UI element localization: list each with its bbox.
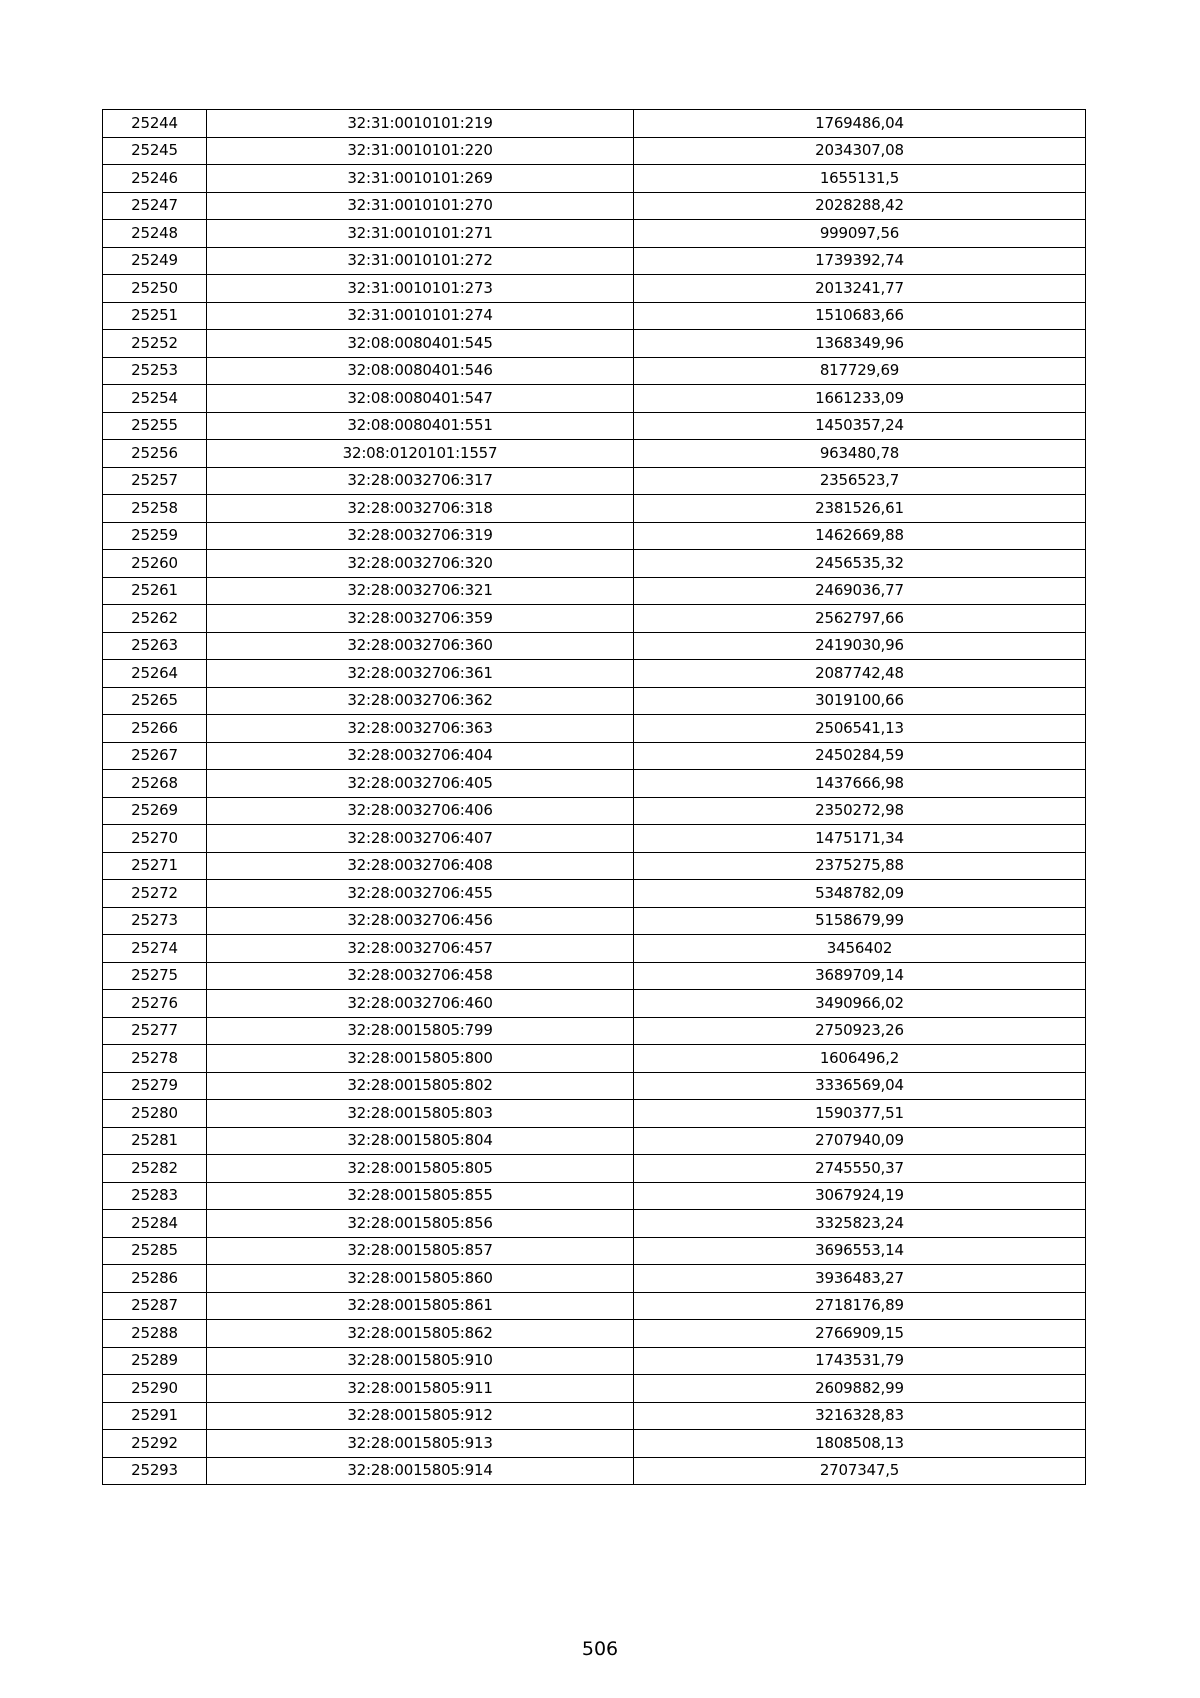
cadastral-value-cell: 963480,78 [634,440,1086,468]
row-number-cell: 25260 [103,550,207,578]
row-number-cell: 25291 [103,1402,207,1430]
cadastral-number-cell: 32:28:0032706:321 [207,577,634,605]
row-number-cell: 25253 [103,357,207,385]
cadastral-number-cell: 32:28:0015805:862 [207,1320,634,1348]
cadastral-number-cell: 32:08:0080401:545 [207,330,634,358]
table-row [103,1320,1086,1348]
row-number-cell: 25284 [103,1210,207,1238]
row-number-cell: 25249 [103,247,207,275]
row-number-cell: 25293 [103,1457,207,1485]
table-row [103,742,1086,770]
cadastral-number-cell: 32:08:0080401:546 [207,357,634,385]
cadastral-value-cell: 1743531,79 [634,1347,1086,1375]
cadastral-number-cell: 32:28:0032706:362 [207,687,634,715]
cadastral-number-cell: 32:28:0032706:455 [207,880,634,908]
cadastral-value-cell: 2087742,48 [634,660,1086,688]
row-number-cell: 25255 [103,412,207,440]
cadastral-number-cell: 32:28:0032706:361 [207,660,634,688]
table-row [103,165,1086,193]
row-number-cell: 25267 [103,742,207,770]
table-row [103,1347,1086,1375]
cadastral-number-cell: 32:28:0032706:317 [207,467,634,495]
cadastral-number-cell: 32:28:0015805:860 [207,1265,634,1293]
cadastral-number-cell: 32:28:0015805:857 [207,1237,634,1265]
cadastral-number-cell: 32:28:0032706:359 [207,605,634,633]
cadastral-value-cell: 2419030,96 [634,632,1086,660]
cadastral-number-cell: 32:28:0015805:804 [207,1127,634,1155]
table-row [103,385,1086,413]
cadastral-number-cell: 32:28:0032706:408 [207,852,634,880]
row-number-cell: 25290 [103,1375,207,1403]
row-number-cell: 25275 [103,962,207,990]
table-row [103,605,1086,633]
cadastral-value-cell: 3456402 [634,935,1086,963]
table-row [103,1100,1086,1128]
table-row [103,715,1086,743]
row-number-cell: 25257 [103,467,207,495]
table-row [103,220,1086,248]
table-row [103,880,1086,908]
table-row [103,577,1086,605]
table-row [103,1182,1086,1210]
cadastral-value-cell: 1368349,96 [634,330,1086,358]
cadastral-number-cell: 32:31:0010101:274 [207,302,634,330]
cadastral-number-cell: 32:28:0032706:407 [207,825,634,853]
cadastral-value-cell: 2707940,09 [634,1127,1086,1155]
cadastral-value-cell: 1661233,09 [634,385,1086,413]
table-row [103,522,1086,550]
table-row [103,550,1086,578]
row-number-cell: 25278 [103,1045,207,1073]
cadastral-value-cell: 2562797,66 [634,605,1086,633]
cadastral-number-cell: 32:28:0015805:855 [207,1182,634,1210]
row-number-cell: 25276 [103,990,207,1018]
table-row [103,412,1086,440]
cadastral-value-cell: 3325823,24 [634,1210,1086,1238]
cadastral-number-cell: 32:28:0015805:803 [207,1100,634,1128]
table-row [103,467,1086,495]
cadastral-value-cell: 1475171,34 [634,825,1086,853]
cadastral-value-cell: 3216328,83 [634,1402,1086,1430]
row-number-cell: 25288 [103,1320,207,1348]
page-number: 506 [581,1638,619,1660]
row-number-cell: 25280 [103,1100,207,1128]
row-number-cell: 25269 [103,797,207,825]
cadastral-number-cell: 32:28:0032706:458 [207,962,634,990]
cadastral-number-cell: 32:28:0032706:405 [207,770,634,798]
row-number-cell: 25264 [103,660,207,688]
table-row [103,192,1086,220]
cadastral-number-cell: 32:31:0010101:271 [207,220,634,248]
row-number-cell: 25254 [103,385,207,413]
table-row [103,660,1086,688]
cadastral-value-cell: 1437666,98 [634,770,1086,798]
cadastral-number-cell: 32:28:0015805:856 [207,1210,634,1238]
cadastral-value-cell: 817729,69 [634,357,1086,385]
table-row [103,852,1086,880]
table-row [103,275,1086,303]
cadastral-value-cell: 3336569,04 [634,1072,1086,1100]
row-number-cell: 25250 [103,275,207,303]
cadastral-value-cell: 2013241,77 [634,275,1086,303]
cadastral-value-cell: 2456535,32 [634,550,1086,578]
row-number-cell: 25265 [103,687,207,715]
cadastral-value-cell: 3696553,14 [634,1237,1086,1265]
cadastral-number-cell: 32:28:0032706:360 [207,632,634,660]
table-row [103,137,1086,165]
table-row [103,1292,1086,1320]
cadastral-value-cell: 2375275,88 [634,852,1086,880]
cadastral-value-cell: 1769486,04 [634,110,1086,138]
row-number-cell: 25274 [103,935,207,963]
row-number-cell: 25258 [103,495,207,523]
table-row [103,1237,1086,1265]
row-number-cell: 25273 [103,907,207,935]
cadastral-value-cell: 3936483,27 [634,1265,1086,1293]
cadastral-value-cell: 1606496,2 [634,1045,1086,1073]
cadastral-value-cell: 2469036,77 [634,577,1086,605]
row-number-cell: 25277 [103,1017,207,1045]
cadastral-number-cell: 32:28:0032706:363 [207,715,634,743]
cadastral-number-cell: 32:31:0010101:272 [207,247,634,275]
table-row [103,1430,1086,1458]
row-number-cell: 25251 [103,302,207,330]
cadastral-value-cell: 1462669,88 [634,522,1086,550]
cadastral-value-cell: 1655131,5 [634,165,1086,193]
cadastral-number-cell: 32:28:0015805:861 [207,1292,634,1320]
table-row [103,1017,1086,1045]
row-number-cell: 25244 [103,110,207,138]
cadastral-number-cell: 32:08:0120101:1557 [207,440,634,468]
cadastral-number-cell: 32:28:0015805:800 [207,1045,634,1073]
row-number-cell: 25256 [103,440,207,468]
row-number-cell: 25279 [103,1072,207,1100]
cadastral-number-cell: 32:31:0010101:220 [207,137,634,165]
table-row [103,110,1086,138]
cadastral-value-cell: 2766909,15 [634,1320,1086,1348]
cadastral-number-cell: 32:28:0032706:456 [207,907,634,935]
cadastral-number-cell: 32:28:0032706:319 [207,522,634,550]
cadastral-value-cell: 1510683,66 [634,302,1086,330]
cadastral-value-cell: 2034307,08 [634,137,1086,165]
row-number-cell: 25283 [103,1182,207,1210]
cadastral-number-cell: 32:31:0010101:219 [207,110,634,138]
cadastral-number-cell: 32:28:0015805:914 [207,1457,634,1485]
cadastral-number-cell: 32:31:0010101:269 [207,165,634,193]
row-number-cell: 25248 [103,220,207,248]
table-row [103,1210,1086,1238]
table-row [103,330,1086,358]
cadastral-number-cell: 32:28:0015805:913 [207,1430,634,1458]
cadastral-number-cell: 32:28:0015805:910 [207,1347,634,1375]
row-number-cell: 25261 [103,577,207,605]
table-body [103,110,1086,1485]
row-number-cell: 25271 [103,852,207,880]
table-row [103,1265,1086,1293]
cadastral-value-cell: 2707347,5 [634,1457,1086,1485]
table-row [103,990,1086,1018]
row-number-cell: 25247 [103,192,207,220]
cadastral-number-cell: 32:28:0032706:460 [207,990,634,1018]
table-row [103,1155,1086,1183]
cadastral-number-cell: 32:28:0032706:457 [207,935,634,963]
table-row [103,302,1086,330]
cadastral-number-cell: 32:28:0015805:805 [207,1155,634,1183]
table-row [103,1127,1086,1155]
cadastral-number-cell: 32:28:0015805:911 [207,1375,634,1403]
row-number-cell: 25270 [103,825,207,853]
table-row [103,1045,1086,1073]
row-number-cell: 25285 [103,1237,207,1265]
row-number-cell: 25287 [103,1292,207,1320]
cadastral-value-cell: 1808508,13 [634,1430,1086,1458]
cadastral-number-cell: 32:08:0080401:551 [207,412,634,440]
cadastral-number-cell: 32:28:0032706:406 [207,797,634,825]
cadastral-value-cell: 5348782,09 [634,880,1086,908]
table-row [103,1072,1086,1100]
cadastral-value-cell: 1450357,24 [634,412,1086,440]
table-row [103,440,1086,468]
cadastral-value-cell: 2350272,98 [634,797,1086,825]
cadastral-value-cell: 2506541,13 [634,715,1086,743]
cadastral-value-cell: 3689709,14 [634,962,1086,990]
cadastral-number-cell: 32:31:0010101:273 [207,275,634,303]
cadastral-value-cell: 2609882,99 [634,1375,1086,1403]
row-number-cell: 25252 [103,330,207,358]
table-row [103,907,1086,935]
row-number-cell: 25272 [103,880,207,908]
table-row [103,797,1086,825]
cadastral-value-cell: 1590377,51 [634,1100,1086,1128]
cadastral-value-cell: 5158679,99 [634,907,1086,935]
row-number-cell: 25263 [103,632,207,660]
cadastral-value-cell: 2028288,42 [634,192,1086,220]
cadastral-number-cell: 32:28:0032706:318 [207,495,634,523]
cadastral-value-cell: 2718176,89 [634,1292,1086,1320]
cadastral-number-cell: 32:28:0032706:320 [207,550,634,578]
table-row [103,1402,1086,1430]
cadastral-number-cell: 32:28:0015805:799 [207,1017,634,1045]
table-row [103,632,1086,660]
row-number-cell: 25282 [103,1155,207,1183]
cadastral-number-cell: 32:28:0032706:404 [207,742,634,770]
cadastral-number-cell: 32:31:0010101:270 [207,192,634,220]
cadastral-value-cell: 3019100,66 [634,687,1086,715]
cadastral-value-cell: 2381526,61 [634,495,1086,523]
cadastral-value-cell: 2356523,7 [634,467,1086,495]
row-number-cell: 25246 [103,165,207,193]
row-number-cell: 25286 [103,1265,207,1293]
table-row [103,1457,1086,1485]
row-number-cell: 25259 [103,522,207,550]
cadastral-number-cell: 32:08:0080401:547 [207,385,634,413]
row-number-cell: 25281 [103,1127,207,1155]
row-number-cell: 25245 [103,137,207,165]
cadastral-value-cell: 3490966,02 [634,990,1086,1018]
cadastral-value-cell: 2450284,59 [634,742,1086,770]
cadastral-value-table [102,109,1086,1485]
row-number-cell: 25262 [103,605,207,633]
cadastral-value-cell: 999097,56 [634,220,1086,248]
table-row [103,247,1086,275]
table-row [103,935,1086,963]
table-row [103,357,1086,385]
table-row [103,1375,1086,1403]
row-number-cell: 25292 [103,1430,207,1458]
table-row [103,962,1086,990]
row-number-cell: 25266 [103,715,207,743]
cadastral-value-cell: 1739392,74 [634,247,1086,275]
cadastral-value-cell: 2745550,37 [634,1155,1086,1183]
table-row [103,687,1086,715]
cadastral-value-cell: 3067924,19 [634,1182,1086,1210]
row-number-cell: 25268 [103,770,207,798]
cadastral-number-cell: 32:28:0015805:802 [207,1072,634,1100]
table-row [103,770,1086,798]
table-row [103,495,1086,523]
cadastral-number-cell: 32:28:0015805:912 [207,1402,634,1430]
cadastral-value-cell: 2750923,26 [634,1017,1086,1045]
table-row [103,825,1086,853]
row-number-cell: 25289 [103,1347,207,1375]
